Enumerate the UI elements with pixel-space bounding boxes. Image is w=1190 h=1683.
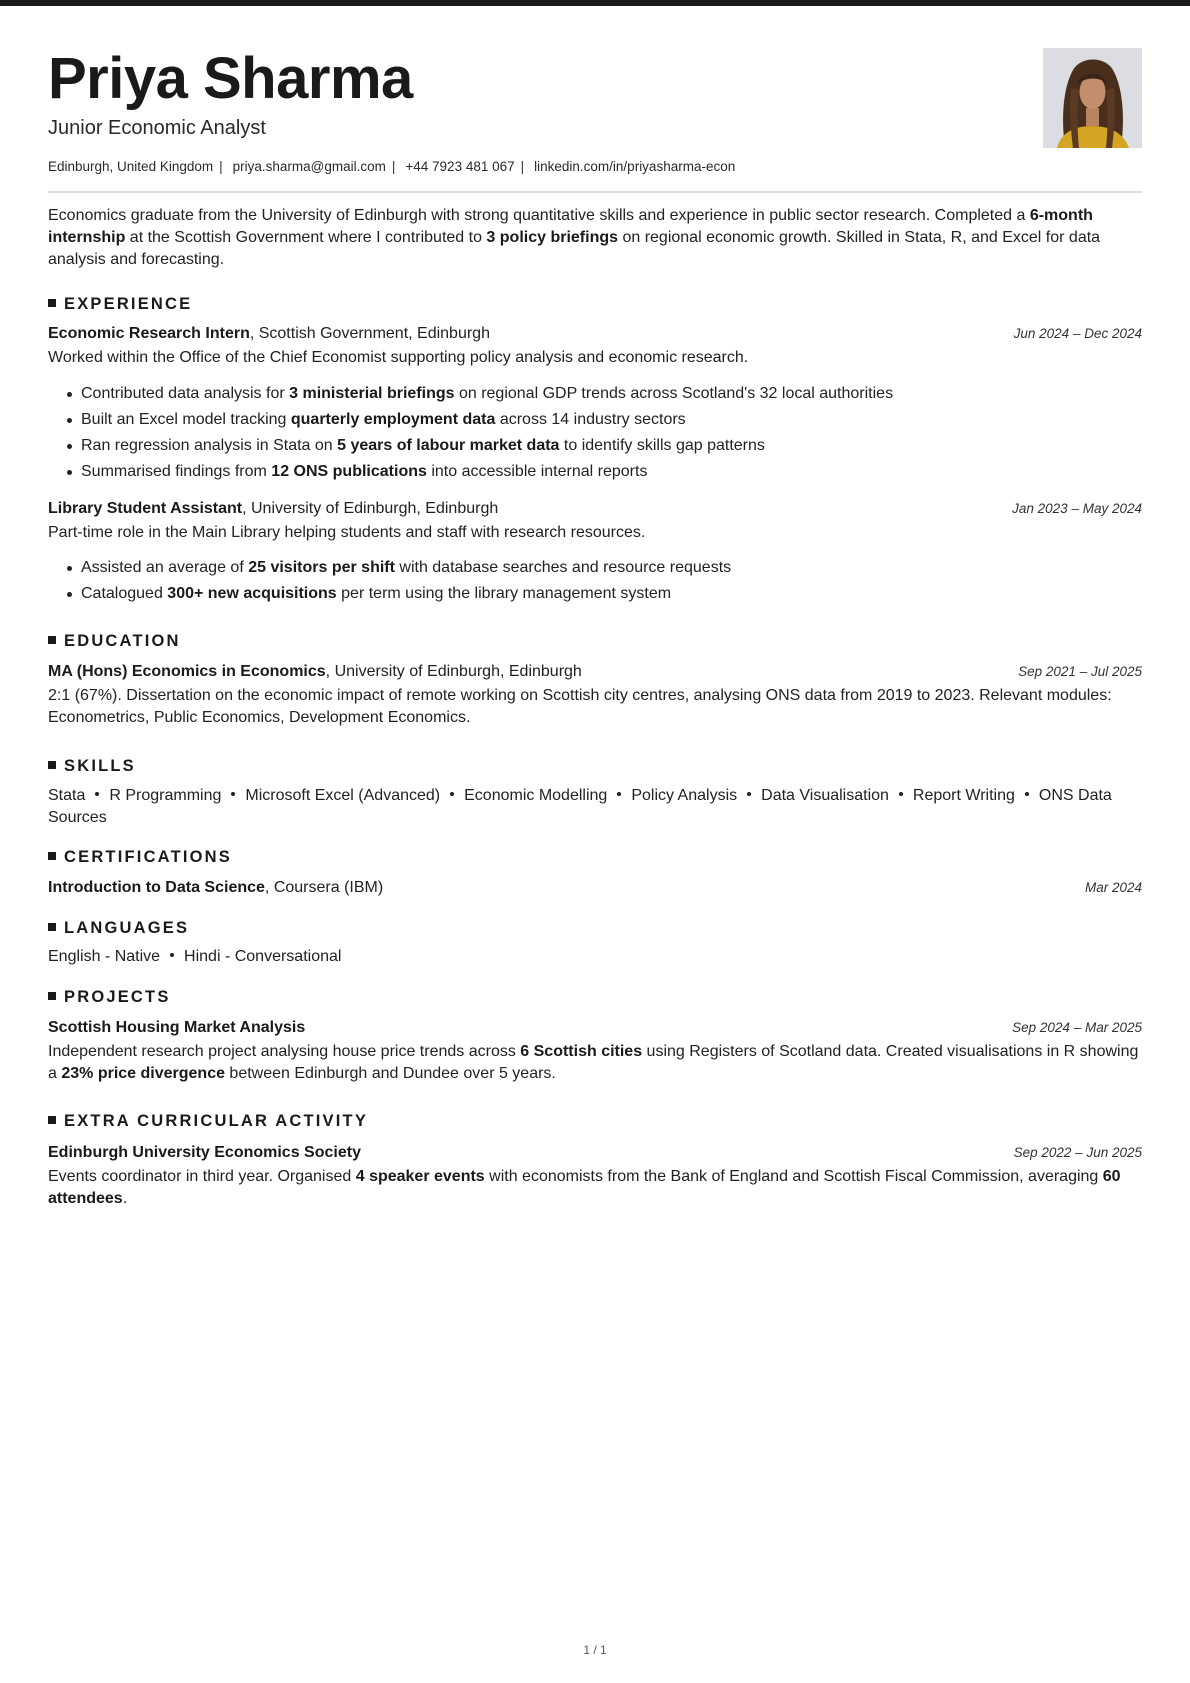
separator: | [520, 159, 525, 174]
bullet-highlight: 3 ministerial briefings [289, 385, 455, 402]
project-entry-header [48, 1017, 1142, 1039]
section-heading-skills [48, 756, 136, 776]
bullet-text: per term using the library management system [336, 585, 672, 602]
summary-text: Economics graduate from the University of Edinburgh with strong quantitative skills and experience in public sector research. Completed a [48, 207, 1030, 224]
summary-highlight: 3 policy briefings [486, 229, 619, 246]
bullet-highlight: 25 visitors per shift [248, 559, 395, 576]
bullet-item [48, 407, 1142, 433]
bullet-text: Contributed data analysis for [81, 385, 290, 402]
experience-role: Library Student Assistant [48, 500, 243, 517]
activity-title: Edinburgh University Economics Society [48, 1144, 361, 1161]
dot-separator-icon [450, 792, 454, 796]
contact-location: Edinburgh, United Kingdom [48, 159, 214, 174]
section-heading-education [48, 631, 181, 651]
bullet-text: across 14 industry sectors [495, 411, 686, 428]
bullet-item [48, 555, 1142, 581]
project-text: using Registers of Scotland data. Created visualisations in R showing a [48, 1043, 1139, 1082]
experience-role: Economic Research Intern [48, 325, 250, 342]
project-description [48, 1041, 1142, 1085]
dot-separator-icon [747, 792, 751, 796]
bullet-text: with database searches and resource requests [394, 559, 732, 576]
languages-list [48, 946, 1142, 968]
square-bullet-icon [48, 636, 56, 644]
skill-item: Data Visualisation [761, 787, 889, 804]
bullet-highlight: 300+ new acquisitions [167, 585, 337, 602]
experience-description: Worked within the Office of the Chief Economist supporting policy analysis and economic research. [48, 349, 749, 366]
skill-item: Report Writing [912, 787, 1015, 804]
dot-separator-icon [95, 792, 99, 796]
contact-phone[interactable]: +44 7923 481 067 [405, 159, 515, 174]
bullet-highlight: 5 years of labour market data [337, 437, 560, 454]
experience-entry-header [48, 498, 1142, 520]
section-heading-label: LANGUAGES [64, 919, 190, 937]
section-heading-label: EXPERIENCE [64, 295, 193, 313]
experience-org: , Scottish Government, Edinburgh [249, 325, 490, 342]
bullet-item [48, 459, 1142, 485]
summary-highlight: 6-month internship [48, 207, 1093, 246]
candidate-name: Priya Sharma [48, 46, 413, 111]
activity-highlight: 60 attendees [48, 1168, 1121, 1207]
skill-item: Stata [48, 787, 86, 804]
experience-org: , University of Edinburgh, Edinburgh [242, 500, 499, 517]
activity-highlight: 4 speaker events [355, 1168, 485, 1185]
bullet-text: to identify skills gap patterns [559, 437, 765, 454]
bullet-item [48, 381, 1142, 407]
summary-paragraph [48, 205, 1142, 271]
summary-text: on regional economic growth. Skilled in Stata, R, and Excel for data analysis and forecasting. [48, 229, 1101, 268]
section-heading-label: PROJECTS [64, 988, 171, 1006]
experience-bullets [48, 381, 1142, 485]
contact-linkedin[interactable]: linkedin.com/in/priyasharma-econ [534, 159, 736, 174]
project-dates: Sep 2024 – Mar 2025 [1012, 1020, 1142, 1035]
separator: | [391, 159, 396, 174]
language-item: English - Native [48, 948, 161, 965]
section-heading-extra-curricular [48, 1111, 368, 1131]
contact-line [48, 157, 735, 177]
education-degree: MA (Hons) Economics in Economics [48, 663, 326, 680]
certification-entry [48, 877, 1142, 899]
activity-description [48, 1166, 1142, 1210]
bullet-text: Summarised findings from [81, 463, 272, 480]
section-heading-label: CERTIFICATIONS [64, 848, 232, 866]
square-bullet-icon [48, 923, 56, 931]
page-number: 1 / 1 [583, 1643, 607, 1657]
bullet-text: on regional GDP trends across Scotland's 32 local authorities [454, 385, 894, 402]
section-heading-label: EXTRA CURRICULAR ACTIVITY [64, 1112, 369, 1130]
bullet-highlight: quarterly employment data [290, 411, 496, 428]
project-highlight: 6 Scottish cities [520, 1043, 643, 1060]
square-bullet-icon [48, 1116, 56, 1124]
skills-list [48, 785, 1142, 829]
bullet-highlight: 12 ONS publications [271, 463, 427, 480]
bullet-text: Built an Excel model tracking [81, 411, 291, 428]
experience-description: Part-time role in the Main Library helping students and staff with research resources. [48, 524, 646, 541]
education-org: , University of Edinburgh, Edinburgh [325, 663, 582, 680]
project-text: between Edinburgh and Dundee over 5 years. [224, 1065, 556, 1082]
dot-separator-icon [1025, 792, 1029, 796]
section-heading-label: SKILLS [64, 757, 136, 775]
contact-email[interactable]: priya.sharma@gmail.com [232, 159, 386, 174]
separator: | [219, 159, 223, 174]
education-dates: Sep 2021 – Jul 2025 [1018, 664, 1142, 679]
education-description: 2:1 (67%). Dissertation on the economic impact of remote working on Scottish city centres, analysing ONS data from 2019 to 2023. Relevant modules: Econometrics, Public Economics, Development Economics. [48, 687, 1112, 726]
bullet-text: Catalogued [81, 585, 168, 602]
certification-date: Mar 2024 [1084, 880, 1142, 895]
skill-item: R Programming [109, 787, 222, 804]
certification-name: Introduction to Data Science [48, 879, 265, 896]
dot-separator-icon [231, 792, 235, 796]
candidate-title: Junior Economic Analyst [48, 117, 266, 139]
top-accent-bar [0, 0, 1190, 6]
bullet-item [48, 581, 1142, 607]
dot-separator-icon [617, 792, 621, 796]
experience-dates: Jun 2024 – Dec 2024 [1013, 326, 1142, 341]
section-heading-label: EDUCATION [64, 632, 181, 650]
profile-photo [1043, 48, 1142, 148]
square-bullet-icon [48, 761, 56, 769]
certification-issuer: , Coursera (IBM) [264, 879, 384, 896]
section-heading-languages [48, 918, 189, 938]
section-heading-experience [48, 294, 192, 314]
portrait-image [1043, 48, 1142, 148]
bullet-text: Ran regression analysis in Stata on [81, 437, 338, 454]
experience-dates: Jan 2023 – May 2024 [1012, 501, 1142, 516]
skill-item: Policy Analysis [631, 787, 738, 804]
dot-separator-icon [899, 792, 903, 796]
skill-item: ONS Data Sources [48, 787, 1112, 826]
skill-item: Economic Modelling [464, 787, 608, 804]
bullet-item [48, 433, 1142, 459]
section-heading-projects [48, 987, 171, 1007]
project-highlight: 23% price divergence [61, 1065, 225, 1082]
summary-text: at the Scottish Government where I contributed to [125, 229, 487, 246]
experience-entry-header [48, 323, 1142, 345]
activity-text: . [122, 1190, 128, 1207]
language-item: Hindi - Conversational [184, 948, 342, 965]
section-heading-certifications [48, 847, 232, 867]
project-title: Scottish Housing Market Analysis [48, 1019, 306, 1036]
activity-text: with economists from the Bank of England and Scottish Fiscal Commission, averaging [484, 1168, 1103, 1185]
activity-entry-header [48, 1142, 1142, 1164]
bullet-text: into accessible internal reports [426, 463, 648, 480]
square-bullet-icon [48, 992, 56, 1000]
bullet-text: Assisted an average of [81, 559, 249, 576]
activity-text: Events coordinator in third year. Organised [48, 1168, 356, 1185]
dot-separator-icon [170, 953, 174, 957]
square-bullet-icon [48, 852, 56, 860]
experience-bullets [48, 555, 1142, 607]
square-bullet-icon [48, 299, 56, 307]
header-divider [48, 191, 1142, 193]
skill-item: Microsoft Excel (Advanced) [245, 787, 441, 804]
project-text: Independent research project analysing house price trends across [48, 1043, 521, 1060]
education-entry-header [48, 661, 1142, 683]
activity-dates: Sep 2022 – Jun 2025 [1013, 1145, 1142, 1160]
